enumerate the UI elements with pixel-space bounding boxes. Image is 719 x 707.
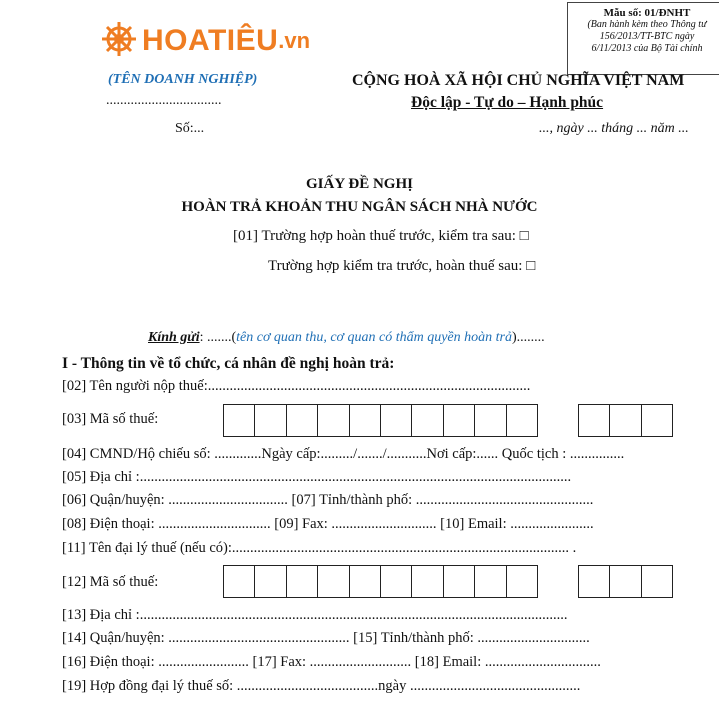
field-address[interactable]: [05] Địa chỉ :.......................................................................................................................: [62, 469, 572, 485]
form-note-line-1: (Ban hành kèm theo Thông tư: [587, 19, 707, 30]
field-tax-agent-name[interactable]: [11] Tên đại lý thuế (nếu có):............................................................................................. .: [62, 540, 577, 556]
field-taxpayer-name[interactable]: [02] Tên người nộp thuế:.........................................................................................: [62, 378, 531, 394]
greeting-agency: tên cơ quan thu, cơ quan có thẩm quyền hoàn trả: [236, 330, 512, 345]
field-agent-tax-code-label: [12] Mã số thuế:: [62, 574, 159, 590]
field-tax-code-label: [03] Mã số thuế:: [62, 411, 159, 427]
document-subtitle: HOÀN TRẢ KHOẢN THU NGÂN SÁCH NHÀ NƯỚC: [181, 199, 538, 215]
form-note-line-2: 156/2013/TT-BTC ngày: [599, 31, 695, 42]
greeting-tail: )........: [511, 330, 545, 345]
tax-code-cell[interactable]: [474, 404, 506, 437]
tax-code-cell[interactable]: [506, 404, 538, 437]
tax-code-branch-boxes[interactable]: [578, 404, 672, 437]
company-placeholder: .................................: [106, 93, 222, 108]
ship-wheel-icon: [100, 20, 138, 63]
document-title: GIẤY ĐỀ NGHỊ: [306, 176, 413, 192]
agent-tax-code-cell[interactable]: [474, 565, 506, 598]
case-option-2[interactable]: Trường hợp kiểm tra trước, hoàn thuế sau: □: [268, 258, 536, 274]
greeting-separator: : .......(: [199, 330, 237, 345]
document-number: Số:...: [175, 121, 205, 136]
field-district-province[interactable]: [06] Quận/huyện: ................................. [07] Tỉnh/thành phố: .................................................: [62, 492, 594, 508]
agent-tax-code-cell[interactable]: [641, 565, 673, 598]
agent-tax-code-cell[interactable]: [286, 565, 318, 598]
logo-text: HOATIÊU: [142, 24, 279, 57]
tax-code-cell[interactable]: [223, 404, 255, 437]
agent-tax-code-cell[interactable]: [411, 565, 443, 598]
agent-tax-code-cell[interactable]: [223, 565, 255, 598]
form-number-box: [567, 2, 719, 75]
date-line: ..., ngày ... tháng ... năm ...: [539, 121, 689, 136]
section-title: I - Thông tin về tổ chức, cá nhân đề nghị hoàn trả:: [62, 355, 395, 372]
agent-tax-code-cell[interactable]: [380, 565, 412, 598]
agent-tax-code-cell[interactable]: [349, 565, 381, 598]
tax-code-cell[interactable]: [317, 404, 349, 437]
agent-tax-code-cell[interactable]: [254, 565, 286, 598]
tax-code-cell[interactable]: [443, 404, 475, 437]
agent-tax-code-cell[interactable]: [317, 565, 349, 598]
field-contact[interactable]: [08] Điện thoại: ............................... [09] Fax: ............................. [10] Email: .......................: [62, 516, 594, 532]
agent-tax-code-branch-boxes[interactable]: [578, 565, 672, 598]
tax-code-cell[interactable]: [578, 404, 610, 437]
field-agent-contact[interactable]: [16] Điện thoại: ......................... [17] Fax: ............................ [18] Email: ................................: [62, 654, 601, 670]
agent-tax-code-cell[interactable]: [609, 565, 641, 598]
greeting-label: Kính gửi: [148, 330, 200, 345]
tax-code-boxes[interactable]: [223, 404, 537, 437]
field-agent-address[interactable]: [13] Địa chỉ :......................................................................................................................: [62, 607, 568, 623]
tax-code-cell[interactable]: [609, 404, 641, 437]
company-name: (TÊN DOANH NGHIỆP): [108, 72, 258, 87]
logo-suffix: .vn: [278, 28, 311, 53]
greeting-line: [148, 330, 545, 346]
tax-code-cell[interactable]: [349, 404, 381, 437]
agent-tax-code-cell[interactable]: [443, 565, 475, 598]
agent-tax-code-cell[interactable]: [506, 565, 538, 598]
national-motto: Độc lập - Tự do – Hạnh phúc: [411, 94, 604, 111]
agent-tax-code-cell[interactable]: [578, 565, 610, 598]
tax-code-cell[interactable]: [411, 404, 443, 437]
tax-code-cell[interactable]: [254, 404, 286, 437]
logo: [100, 20, 310, 62]
tax-code-cell[interactable]: [380, 404, 412, 437]
field-agent-district-province[interactable]: [14] Quận/huyện: .................................................. [15] Tỉnh/thành phố: ...............................: [62, 630, 590, 646]
form-note-line-3: 6/11/2013 của Bộ Tài chính: [591, 43, 703, 54]
agent-tax-code-boxes[interactable]: [223, 565, 537, 598]
field-id-card[interactable]: [04] CMND/Hộ chiếu số: .............Ngày cấp:........./......./...........Nơi cấp:...... Quốc tịch : ...............: [62, 446, 625, 462]
national-title: CỘNG HOÀ XÃ HỘI CHỦ NGHĨA VIỆT NAM: [352, 72, 685, 89]
field-agent-contract[interactable]: [19] Hợp đồng đại lý thuế số: .......................................ngày ...............................................: [62, 678, 581, 694]
form-number: Mẫu số: 01/ĐNHT: [603, 7, 691, 19]
tax-code-cell[interactable]: [641, 404, 673, 437]
tax-code-cell[interactable]: [286, 404, 318, 437]
case-option-1[interactable]: [01] Trường hợp hoàn thuế trước, kiểm tra sau: □: [233, 228, 529, 244]
